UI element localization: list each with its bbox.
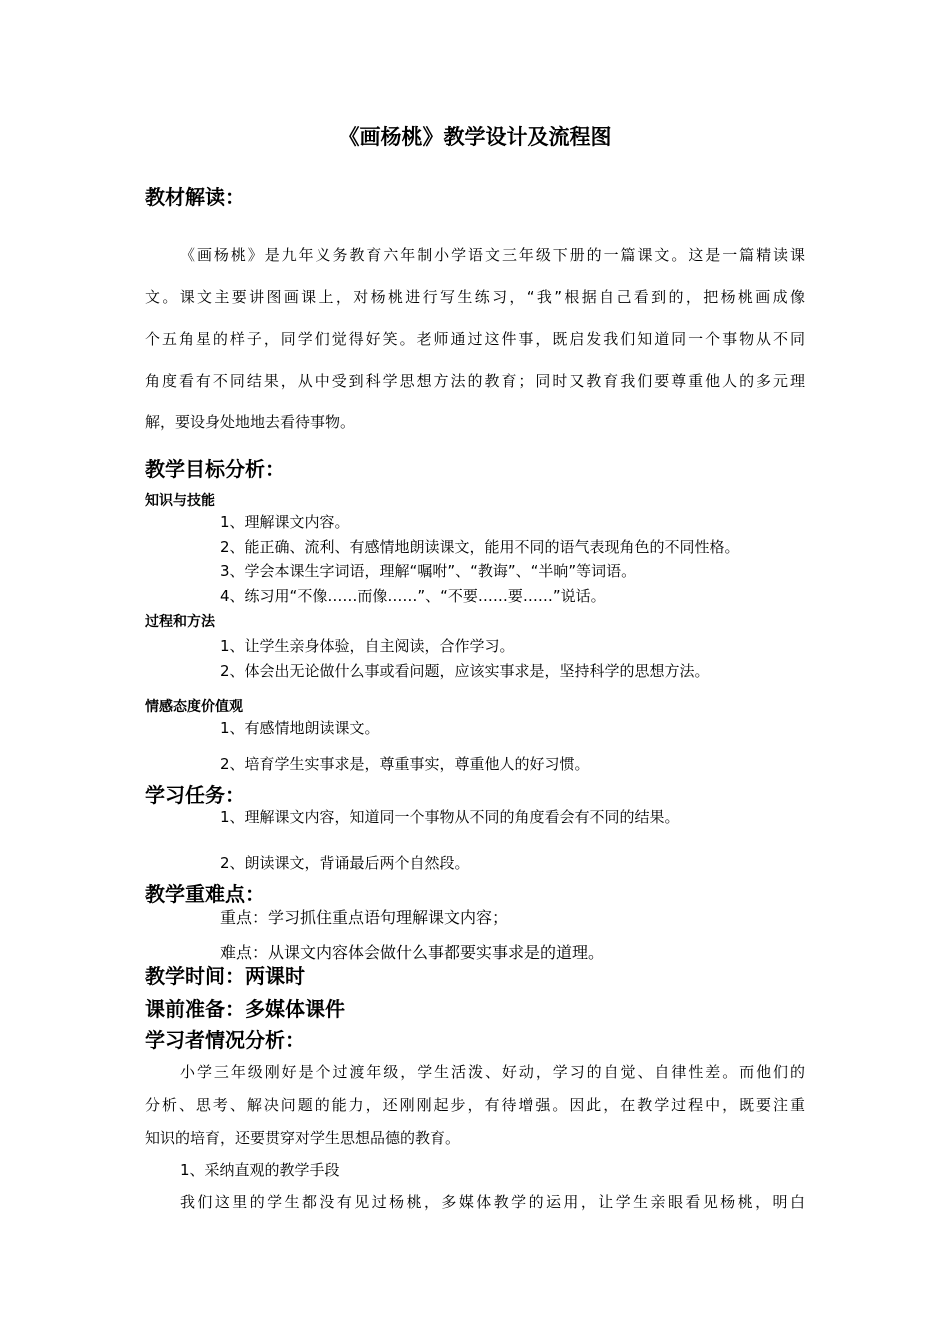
preparation: 课前准备：多媒体课件 [145,997,345,1021]
paragraph-line: 文。课文主要讲图画课上，对杨桃进行写生练习，“我”根据自己看到的，把杨桃画成像 [145,288,805,306]
paragraph-line: 分析、思考、解决问题的能力，还刚刚起步，有待增强。因此，在教学过程中，既要注重 [145,1096,805,1114]
list-item: 1、让学生亲身体验，自主阅读，合作学习。 [220,637,515,655]
section-heading-material: 教材解读： [145,185,245,209]
paragraph-line: 《画杨桃》是九年义务教育六年制小学语文三年级下册的一篇课文。这是一篇精读课 [180,246,805,264]
paragraph-line: 我们这里的学生都没有见过杨桃，多媒体教学的运用，让学生亲眼看见杨桃，明白 [180,1193,805,1211]
section-heading-goals: 教学目标分析： [145,457,285,481]
list-item: 1、有感情地朗读课文。 [220,719,380,737]
paragraph-line: 个五角星的样子，同学们觉得好笑。老师通过这件事，既启发我们知道同一个事物从不同 [145,330,805,348]
paragraph-line: 角度看有不同结果，从中受到科学思想方法的教育；同时又教育我们要尊重他人的多元理 [145,372,805,390]
list-item: 3、学会本课生字词语，理解“嘱咐”、“教诲”、“半晌”等词语。 [220,562,637,580]
list-item: 1、采纳直观的教学手段 [180,1161,340,1179]
list-item: 1、理解课文内容，知道同一个事物从不同的角度看会有不同的结果。 [220,808,680,826]
section-heading-tasks: 学习任务： [145,783,245,807]
subheading-emotion: 情感态度价值观 [145,699,243,715]
difficult-point: 难点：从课文内容体会做什么事都要实事求是的道理。 [220,943,605,962]
paragraph-line: 解，要设身处地地去看待事物。 [145,413,356,431]
list-item: 4、练习用“不像……而像……”、“不要……要……”说话。 [220,587,606,605]
page-title: 《画杨桃》教学设计及流程图 [338,125,612,149]
subheading-process: 过程和方法 [145,614,215,630]
teaching-time: 教学时间：两课时 [145,964,305,988]
list-item: 2、培育学生实事求是，尊重事实，尊重他人的好习惯。 [220,755,590,773]
list-item: 1、理解课文内容。 [220,513,350,531]
paragraph-line: 知识的培育，还要贯穿对学生思想品德的教育。 [145,1129,461,1147]
key-point: 重点：学习抓住重点语句理解课文内容； [220,908,509,927]
list-item: 2、体会出无论做什么事或看问题，应该实事求是，坚持科学的思想方法。 [220,662,710,680]
section-heading-difficulty: 教学重难点： [145,882,265,906]
list-item: 2、朗读课文，背诵最后两个自然段。 [220,854,470,872]
subheading-knowledge: 知识与技能 [145,493,215,509]
list-item: 2、能正确、流利、有感情地朗读课文，能用不同的语气表现角色的不同性格。 [220,538,740,556]
paragraph-line: 小学三年级刚好是个过渡年级，学生活泼、好动，学习的自觉、自律性差。而他们的 [180,1063,805,1081]
section-heading-learner: 学习者情况分析： [145,1028,305,1052]
